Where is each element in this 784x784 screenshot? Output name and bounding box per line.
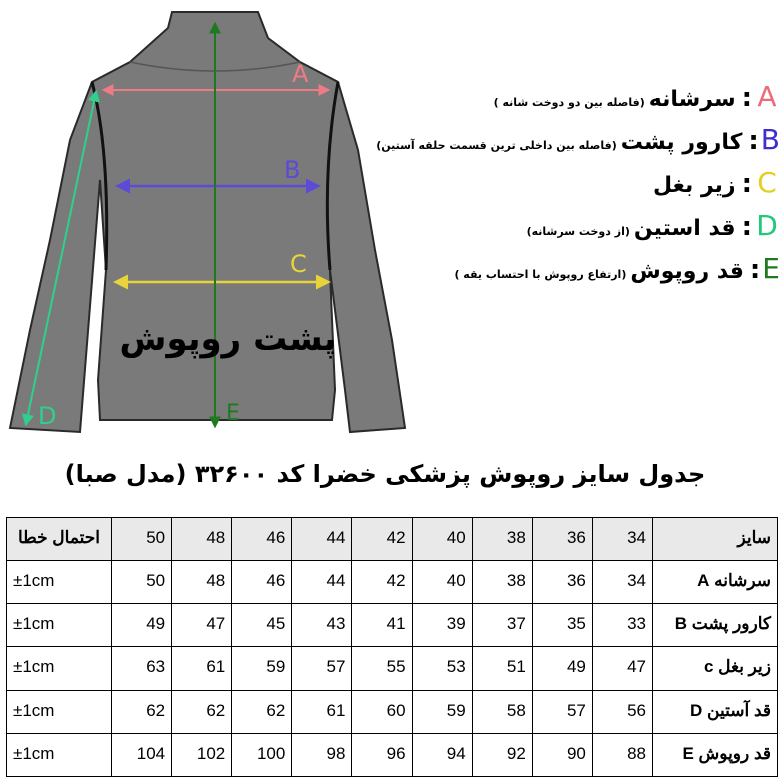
table-cell: 45 <box>232 604 292 647</box>
legend-row-c <box>470 166 780 209</box>
table-cell: 61 <box>172 647 232 690</box>
legend-name: زیر بغل <box>653 173 736 198</box>
table-cell: 63 <box>112 647 172 690</box>
row-label: سرشانه A <box>653 561 778 604</box>
row-label: قد آستین D <box>653 690 778 733</box>
legend-note: (از دوخت سرشانه) <box>526 225 630 238</box>
legend-colon: : <box>741 83 752 113</box>
table-cell: 35 <box>532 604 592 647</box>
legend-name: قد استین <box>633 216 736 241</box>
table-cell: 38 <box>472 561 532 604</box>
legend-row-e <box>454 252 780 295</box>
table-cell: 42 <box>352 561 412 604</box>
table-cell: 47 <box>592 647 652 690</box>
legend-colon: : <box>748 126 759 156</box>
table-cell: 60 <box>352 690 412 733</box>
header-size-cell: 46 <box>232 518 292 561</box>
legend-letter: D <box>756 209 778 242</box>
legend-note: (فاصله بین دو دوخت شانه ) <box>493 96 645 109</box>
error-cell: ±1cm <box>7 733 112 776</box>
header-size-cell: 50 <box>112 518 172 561</box>
table-cell: 33 <box>592 604 652 647</box>
table-cell: 37 <box>472 604 532 647</box>
table-cell: 59 <box>412 690 472 733</box>
table-cell: 62 <box>112 690 172 733</box>
table-cell: 39 <box>412 604 472 647</box>
table-cell: 58 <box>472 690 532 733</box>
table-cell: 51 <box>472 647 532 690</box>
table-cell: 92 <box>472 733 532 776</box>
label-b: B <box>284 156 301 184</box>
table-cell: 43 <box>292 604 352 647</box>
table-cell: 104 <box>112 733 172 776</box>
table-cell: 61 <box>292 690 352 733</box>
table-cell: 36 <box>532 561 592 604</box>
table-cell: 62 <box>172 690 232 733</box>
error-cell: ±1cm <box>7 561 112 604</box>
table-cell: 56 <box>592 690 652 733</box>
label-e: E <box>226 401 240 426</box>
measurement-legend <box>376 80 780 295</box>
label-c: C <box>290 250 307 278</box>
legend-name: قد روپوش <box>630 259 744 284</box>
table-cell: 90 <box>532 733 592 776</box>
header-size-cell: 36 <box>532 518 592 561</box>
header-size-cell: 40 <box>412 518 472 561</box>
table-cell: 57 <box>532 690 592 733</box>
table-cell: 50 <box>112 561 172 604</box>
legend-row-a <box>470 80 780 123</box>
table-row <box>7 604 778 647</box>
table-cell: 48 <box>172 561 232 604</box>
legend-letter: C <box>757 166 777 199</box>
table-cell: 41 <box>352 604 412 647</box>
table-title: جدول سایز روپوش پزشکی خضرا کد ۳۲۶۰۰ (مدل صبا) <box>64 460 706 488</box>
garment-diagram <box>0 0 470 445</box>
table-cell: 57 <box>292 647 352 690</box>
table-cell: 46 <box>232 561 292 604</box>
table-cell: 62 <box>232 690 292 733</box>
table-cell: 88 <box>592 733 652 776</box>
table-row <box>7 733 778 776</box>
error-cell: ±1cm <box>7 647 112 690</box>
legend-row-d <box>470 209 780 252</box>
size-table <box>6 517 778 777</box>
table-cell: 44 <box>292 561 352 604</box>
table-cell: 59 <box>232 647 292 690</box>
error-cell: ±1cm <box>7 604 112 647</box>
table-header-row <box>7 518 778 561</box>
legend-letter: A <box>757 80 777 113</box>
header-size-cell: 42 <box>352 518 412 561</box>
row-label: زیر بغل c <box>653 647 778 690</box>
table-cell: 96 <box>352 733 412 776</box>
table-cell: 98 <box>292 733 352 776</box>
legend-colon: : <box>741 169 752 199</box>
table-cell: 55 <box>352 647 412 690</box>
header-size-cell: 44 <box>292 518 352 561</box>
table-cell: 102 <box>172 733 232 776</box>
table-row <box>7 647 778 690</box>
legend-row-b <box>376 123 780 166</box>
legend-name: سرشانه <box>648 87 736 112</box>
table-cell: 100 <box>232 733 292 776</box>
table-cell: 49 <box>532 647 592 690</box>
label-d: D <box>38 402 57 430</box>
header-error-label: احتمال خطا <box>7 518 112 561</box>
header-size-cell: 48 <box>172 518 232 561</box>
table-row <box>7 690 778 733</box>
table-cell: 53 <box>412 647 472 690</box>
row-label: کارور پشت B <box>653 604 778 647</box>
table-cell: 40 <box>412 561 472 604</box>
label-a: A <box>292 60 309 88</box>
legend-colon: : <box>749 255 761 285</box>
legend-letter: E <box>762 252 780 285</box>
header-size-cell: 38 <box>472 518 532 561</box>
legend-letter: B <box>760 123 780 156</box>
row-label: قد روپوش E <box>653 733 778 776</box>
table-cell: 94 <box>412 733 472 776</box>
table-cell: 47 <box>172 604 232 647</box>
header-size-label: سایز <box>653 518 778 561</box>
table-cell: 49 <box>112 604 172 647</box>
table-cell: 34 <box>592 561 652 604</box>
legend-colon: : <box>741 212 752 242</box>
error-cell: ±1cm <box>7 690 112 733</box>
legend-note: (ارتفاع روپوش با احتساب یقه ) <box>454 268 627 281</box>
header-size-cell: 34 <box>592 518 652 561</box>
back-label: پشت روپوش <box>119 319 337 359</box>
legend-note: (فاصله بین داخلی ترین قسمت حلقه آستین) <box>376 139 617 152</box>
table-row <box>7 561 778 604</box>
legend-name: کارور پشت <box>620 130 743 155</box>
